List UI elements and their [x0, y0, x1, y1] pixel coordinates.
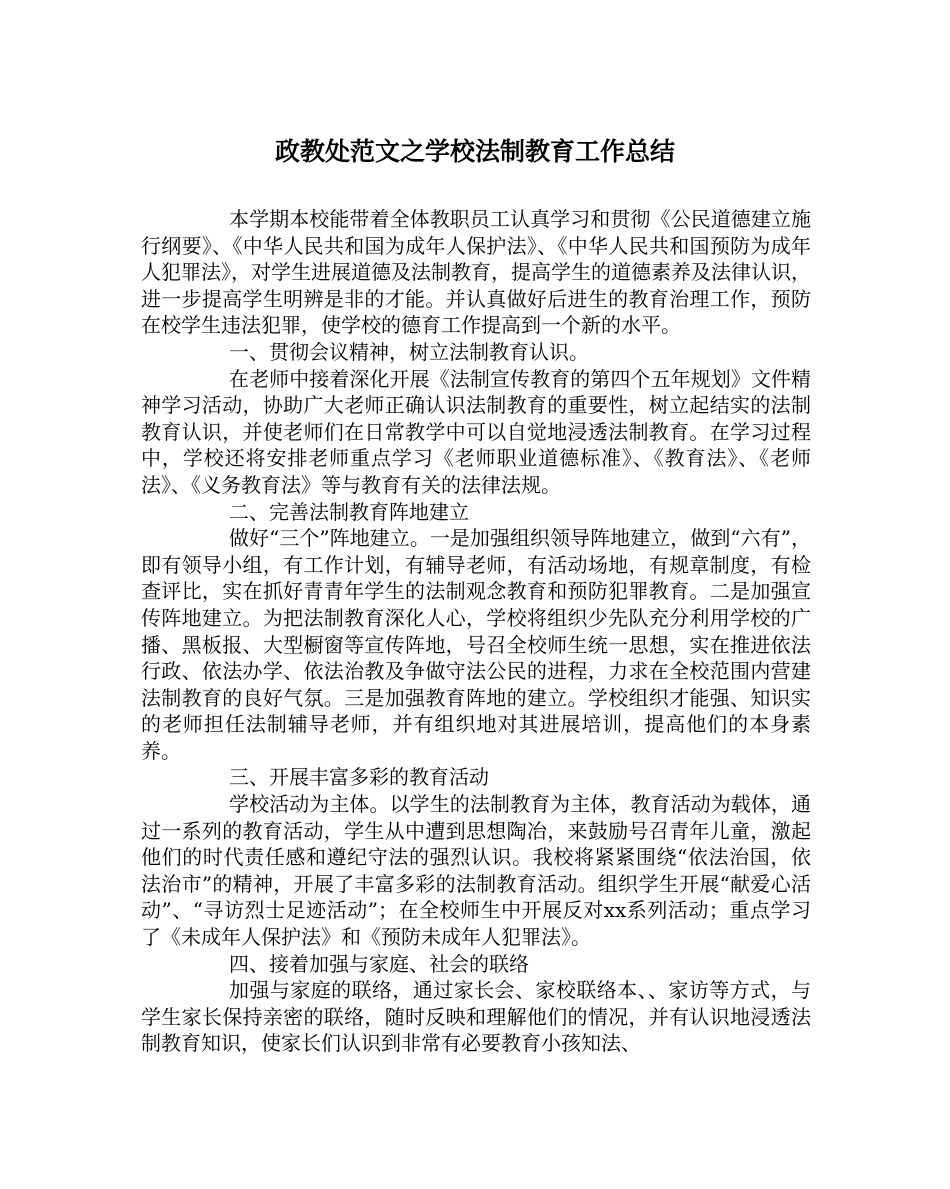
document-body: [141, 206, 811, 1057]
paragraph-section-3: 学校活动为主体。以学生的法制教育为主体，教育活动为载体，通过一系列的教育活动，学生从中遭到思想陶冶，来鼓励号召青年儿童，激起他们的时代责任感和遵纪守法的强烈认识。我校将紧紧围绕“依法治国，依法治市”的精神，开展了丰富多彩的法制教育活动。组织学生开展“献爱心活动”、“寻访烈士足迹活动”；在全校师生中开展反对xx系列活动；重点学习了《未成年人保护法》和《预防未成年人犯罪法》。: [141, 792, 811, 950]
heading-section-4: 四、接着加强与家庭、社会的联络: [229, 951, 529, 976]
heading-section-3: 三、开展丰富多彩的教育活动: [229, 765, 489, 790]
paragraph-intro: 本学期本校能带着全体教职员工认真学习和贯彻《公民道德建立施行纲要》、《中华人民共和国为成年人保护法》、《中华人民共和国预防为成年人犯罪法》，对学生进展道德及法制教育，提高学生的道德素养及法律认识，进一步提高学生明辨是非的才能。并认真做好后进生的教育治理工作，预防在校学生违法犯罪，使学校的德育工作提高到一个新的水平。: [141, 207, 811, 338]
document-title: 政教处范文之学校法制教育工作总结: [274, 137, 675, 166]
paragraph-section-1: 在老师中接着深化开展《法制宣传教育的第四个五年规划》文件精神学习活动，协助广大老师正确认识法制教育的重要性，树立起结实的法制教育认识，并使老师们在日常教学中可以自觉地浸透法制教育。在学习过程中，学校还将安排老师重点学习《老师职业道德标准》、《教育法》、《老师法》、《义务教育法》等与教育有关的法律法规。: [141, 366, 811, 497]
paragraph-section-2: 做好“三个”阵地建立。一是加强组织领导阵地建立，做到“六有”，即有领导小组，有工作计划，有辅导老师，有活动场地，有规章制度，有检查评比，实在抓好青青年学生的法制观念教育和预防犯罪教育。二是加强宣传阵地建立。为把法制教育深化人心，学校将组织少先队充分利用学校的广播、黑板报、大型橱窗等宣传阵地，号召全校师生统一思想，实在推进依法行政、依法办学、依法治教及争做守法公民的进程，力求在全校范围内营建法制教育的良好气氛。三是加强教育阵地的建立。学校组织才能强、知识实的老师担任法制辅导老师，并有组织地对其进展培训，提高他们的本身素养。: [141, 526, 811, 763]
paragraph-section-4: 加强与家庭的联络，通过家长会、家校联络本、、家访等方式，与学生家长保持亲密的联络，随时反映和理解他们的情况，并有认识地浸透法制教育知识，使家长们认识到非常有必要教育小孩知法、: [141, 978, 811, 1056]
heading-section-2: 二、完善法制教育阵地建立: [229, 499, 469, 524]
heading-section-1: 一、贯彻会议精神，树立法制教育认识。: [229, 339, 589, 364]
